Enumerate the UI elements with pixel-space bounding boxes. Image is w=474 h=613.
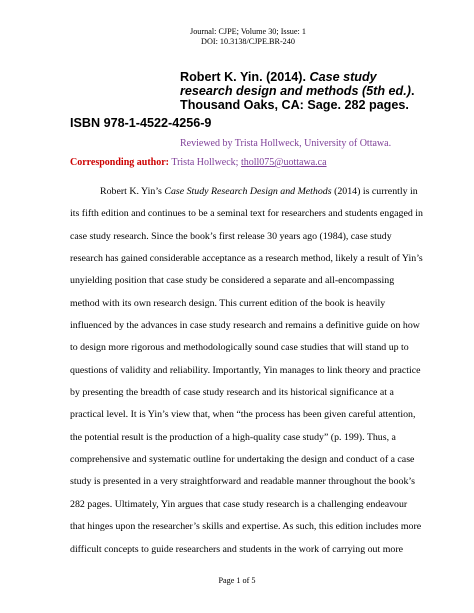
- body-line: its fifth edition and continues to be a seminal text for researchers and students engaged in: [70, 208, 423, 220]
- doi-line: DOI: 10.3138/CJPE.BR-240: [201, 37, 295, 46]
- page-number: Page 1 of 5: [218, 576, 256, 585]
- book-citation: [180, 70, 430, 113]
- body-line: that hinges upon the researcher’s skills and expertise. As such, this edition includes more: [70, 521, 422, 533]
- journal-line: Journal: CJPE; Volume 30; Issue: 1: [190, 27, 306, 36]
- body-line: practical level. It is Yin’s view that, when “the process has been given careful attention,: [70, 409, 416, 421]
- corresponding-author-email-link[interactable]: tholl075@uottawa.ca: [240, 157, 327, 168]
- citation-author-year: Robert K. Yin. (2014).: [180, 70, 310, 84]
- body-line: questions of validity and reliability. Importantly, Yin manages to link theory and practice: [70, 364, 421, 376]
- corresponding-author-label: Corresponding author:: [70, 157, 169, 168]
- body-line: to design more rigorous and methodologically sound case studies that will stand up to: [70, 342, 409, 354]
- citation-publisher: . Thousand Oaks, CA: Sage. 282 pages.: [180, 84, 415, 113]
- reviewed-by: Reviewed by Trista Hollweck, University of Ottawa.: [180, 138, 392, 149]
- journal-header: [0, 27, 474, 47]
- body-line: comprehensive and systematic outline for undertaking the design and conduct of a case: [70, 454, 415, 466]
- body-line: influenced by the advances in case study research and remains a definitive guide on how: [70, 320, 420, 332]
- corresponding-author-name: Trista Hollweck;: [169, 157, 241, 168]
- body-line: case study research. Since the book’s first release 30 years ago (1984), case study: [70, 230, 392, 242]
- body-line: 282 pages. Ultimately, Yin argues that case study research is a challenging endeavour: [70, 498, 408, 510]
- body-line: [70, 181, 418, 203]
- body-line: method with its own research design. This current edition of the book is heavily: [70, 297, 386, 309]
- body-line-1-start: Robert K. Yin’s: [100, 186, 165, 197]
- body-line: unyielding position that case study be considered a separate and all-encompassing: [70, 275, 395, 287]
- body-line: research has gained considerable acceptance as a research method, likely a result of Yin’s: [70, 253, 423, 265]
- corresponding-author: [70, 157, 327, 168]
- isbn: ISBN 978-1-4522-4256-9: [70, 116, 212, 130]
- body-line: study is presented in a very straightforward and readable manner throughout the book’s: [70, 476, 415, 488]
- citation-book-title: Case study research design and methods (5th ed.): [180, 70, 411, 99]
- body-line: the potential result is the production of a high-quality case study” (p. 199). Thus, a: [70, 431, 396, 443]
- body-line: by presenting the breadth of case study research and its historical significance at a: [70, 387, 394, 399]
- body-text: [70, 181, 423, 561]
- body-line-1-book-title: Case Study Research Design and Methods: [164, 186, 332, 197]
- body-line-1-end: (2014) is currently in: [331, 186, 418, 197]
- body-line: difficult concepts to guide researchers and students in the work of carrying out more: [70, 543, 403, 555]
